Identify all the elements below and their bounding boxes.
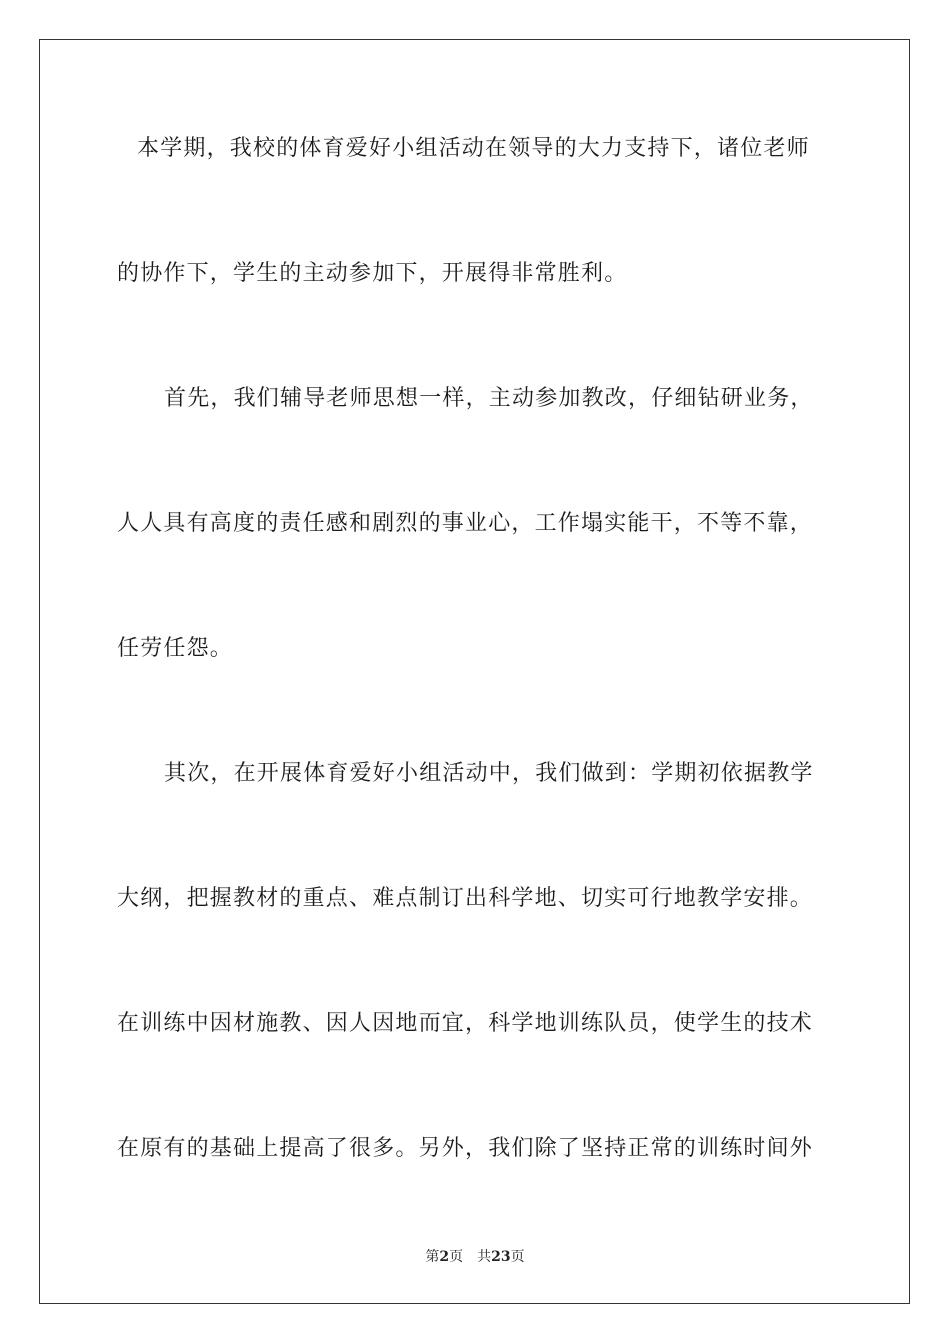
footer-page-number: 2 [439,1249,450,1265]
paragraph-1-line-1: 本学期，我校的体育爱好小组活动在领导的大力支持下，诸位老师 [137,136,810,161]
footer-page-prefix: 第 [425,1249,440,1265]
footer-total-prefix: 共 [477,1249,492,1265]
footer-total-pages: 23 [491,1249,511,1265]
page-footer [0,1248,950,1266]
footer-total-suffix: 页 [510,1249,525,1265]
footer-page-suffix: 页 [449,1249,464,1265]
paragraph-3-line-4: 在原有的基础上提高了很多。另外，我们除了坚持正常的训练时间外 [117,1136,814,1161]
paragraph-2-line-3: 任劳任怨。 [117,636,234,661]
paragraph-3-line-3: 在训练中因材施教、因人因地而宜，科学地训练队员，使学生的技术 [117,1011,814,1036]
paragraph-3-line-2: 大纲，把握教材的重点、难点制订出科学地、切实可行地教学安排。 [117,886,814,911]
paragraph-2-line-1: 首先，我们辅导老师思想一样，主动参加教改，仔细钻研业务， [164,386,814,411]
paragraph-3-line-1: 其次，在开展体育爱好小组活动中，我们做到：学期初依据教学 [164,761,814,786]
paragraph-2-line-2: 人人具有高度的责任感和剧烈的事业心，工作塌实能干，不等不靠， [117,511,814,536]
paragraph-1-line-2: 的协作下，学生的主动参加下，开展得非常胜利。 [117,261,628,286]
page-border [39,39,910,1304]
